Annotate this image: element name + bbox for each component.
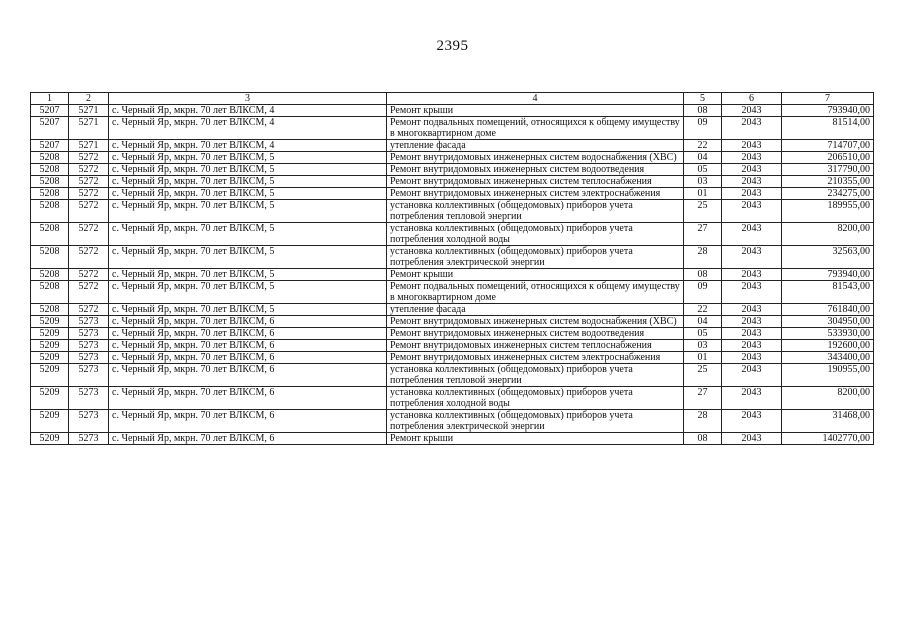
address-cell: с. Черный Яр, мкрн. 70 лет ВЛКСМ, 5 — [109, 281, 387, 304]
house-id-cell: 5273 — [69, 340, 109, 352]
address-cell: с. Черный Яр, мкрн. 70 лет ВЛКСМ, 5 — [109, 246, 387, 269]
work-type-cell: установка коллективных (общедомовых) приборов учета потребления электрической энергии — [387, 410, 684, 433]
cost-cell: 32563,00 — [782, 246, 874, 269]
row-id-cell: 5208 — [31, 223, 69, 246]
cost-cell: 8200,00 — [782, 387, 874, 410]
work-type-cell: Ремонт внутридомовых инженерных систем водоснабжения (ХВС) — [387, 316, 684, 328]
row-id-cell: 5208 — [31, 152, 69, 164]
house-id-cell: 5273 — [69, 328, 109, 340]
year-cell: 2043 — [722, 364, 782, 387]
table-row — [31, 152, 874, 164]
cost-cell: 793940,00 — [782, 105, 874, 117]
cost-cell: 343400,00 — [782, 352, 874, 364]
house-id-cell: 5272 — [69, 188, 109, 200]
work-code-cell: 09 — [684, 281, 722, 304]
row-id-cell: 5209 — [31, 316, 69, 328]
address-cell: с. Черный Яр, мкрн. 70 лет ВЛКСМ, 5 — [109, 269, 387, 281]
house-id-cell: 5271 — [69, 105, 109, 117]
work-type-cell: установка коллективных (общедомовых) приборов учета потребления тепловой энергии — [387, 364, 684, 387]
cost-cell: 714707,00 — [782, 140, 874, 152]
column-header: 1 — [31, 93, 69, 105]
work-type-cell: Ремонт внутридомовых инженерных систем водоснабжения (ХВС) — [387, 152, 684, 164]
house-id-cell: 5273 — [69, 364, 109, 387]
table-row — [31, 364, 874, 387]
cost-cell: 81514,00 — [782, 117, 874, 140]
year-cell: 2043 — [722, 105, 782, 117]
row-id-cell: 5209 — [31, 410, 69, 433]
table-row — [31, 200, 874, 223]
address-cell: с. Черный Яр, мкрн. 70 лет ВЛКСМ, 5 — [109, 304, 387, 316]
table-row — [31, 387, 874, 410]
work-code-cell: 08 — [684, 433, 722, 445]
house-id-cell: 5272 — [69, 223, 109, 246]
cost-cell: 317790,00 — [782, 164, 874, 176]
work-code-cell: 25 — [684, 200, 722, 223]
cost-cell: 189955,00 — [782, 200, 874, 223]
table-row — [31, 328, 874, 340]
table-row — [31, 410, 874, 433]
year-cell: 2043 — [722, 269, 782, 281]
work-code-cell: 01 — [684, 188, 722, 200]
year-cell: 2043 — [722, 140, 782, 152]
capital-repair-table — [30, 92, 874, 445]
address-cell: с. Черный Яр, мкрн. 70 лет ВЛКСМ, 6 — [109, 364, 387, 387]
page-number: 2395 — [436, 38, 469, 54]
work-code-cell: 27 — [684, 387, 722, 410]
work-type-cell: Ремонт подвальных помещений, относящихся к общему имуществу в многоквартирном доме — [387, 117, 684, 140]
address-cell: с. Черный Яр, мкрн. 70 лет ВЛКСМ, 5 — [109, 176, 387, 188]
table-row — [31, 281, 874, 304]
year-cell: 2043 — [722, 433, 782, 445]
year-cell: 2043 — [722, 188, 782, 200]
address-cell: с. Черный Яр, мкрн. 70 лет ВЛКСМ, 5 — [109, 164, 387, 176]
row-id-cell: 5209 — [31, 364, 69, 387]
house-id-cell: 5273 — [69, 410, 109, 433]
row-id-cell: 5208 — [31, 188, 69, 200]
year-cell: 2043 — [722, 328, 782, 340]
year-cell: 2043 — [722, 387, 782, 410]
cost-cell: 1402770,00 — [782, 433, 874, 445]
address-cell: с. Черный Яр, мкрн. 70 лет ВЛКСМ, 5 — [109, 188, 387, 200]
column-header: 4 — [387, 93, 684, 105]
row-id-cell: 5208 — [31, 246, 69, 269]
house-id-cell: 5272 — [69, 152, 109, 164]
table-row — [31, 117, 874, 140]
year-cell: 2043 — [722, 246, 782, 269]
house-id-cell: 5272 — [69, 246, 109, 269]
row-id-cell: 5209 — [31, 387, 69, 410]
work-type-cell: установка коллективных (общедомовых) приборов учета потребления холодной воды — [387, 387, 684, 410]
address-cell: с. Черный Яр, мкрн. 70 лет ВЛКСМ, 6 — [109, 340, 387, 352]
address-cell: с. Черный Яр, мкрн. 70 лет ВЛКСМ, 6 — [109, 433, 387, 445]
address-cell: с. Черный Яр, мкрн. 70 лет ВЛКСМ, 4 — [109, 140, 387, 152]
table-row — [31, 246, 874, 269]
work-code-cell: 09 — [684, 117, 722, 140]
table-row — [31, 188, 874, 200]
row-id-cell: 5208 — [31, 200, 69, 223]
work-type-cell: Ремонт внутридомовых инженерных систем теплоснабжения — [387, 176, 684, 188]
year-cell: 2043 — [722, 340, 782, 352]
house-id-cell: 5272 — [69, 269, 109, 281]
work-type-cell: Ремонт крыши — [387, 105, 684, 117]
table-row — [31, 105, 874, 117]
work-code-cell: 28 — [684, 246, 722, 269]
column-header: 2 — [69, 93, 109, 105]
column-header: 3 — [109, 93, 387, 105]
house-id-cell: 5273 — [69, 316, 109, 328]
work-type-cell: Ремонт внутридомовых инженерных систем водоотведения — [387, 164, 684, 176]
row-id-cell: 5208 — [31, 281, 69, 304]
row-id-cell: 5209 — [31, 328, 69, 340]
header-row — [31, 93, 874, 105]
work-code-cell: 05 — [684, 164, 722, 176]
house-id-cell: 5272 — [69, 176, 109, 188]
address-cell: с. Черный Яр, мкрн. 70 лет ВЛКСМ, 6 — [109, 410, 387, 433]
cost-cell: 304950,00 — [782, 316, 874, 328]
cost-cell: 206510,00 — [782, 152, 874, 164]
address-cell: с. Черный Яр, мкрн. 70 лет ВЛКСМ, 6 — [109, 352, 387, 364]
work-code-cell: 04 — [684, 152, 722, 164]
work-code-cell: 05 — [684, 328, 722, 340]
work-type-cell: установка коллективных (общедомовых) приборов учета потребления холодной воды — [387, 223, 684, 246]
table-row — [31, 304, 874, 316]
table-row — [31, 352, 874, 364]
cost-cell: 190955,00 — [782, 364, 874, 387]
house-id-cell: 5272 — [69, 200, 109, 223]
address-cell: с. Черный Яр, мкрн. 70 лет ВЛКСМ, 6 — [109, 387, 387, 410]
table-row — [31, 340, 874, 352]
cost-cell: 761840,00 — [782, 304, 874, 316]
cost-cell: 234275,00 — [782, 188, 874, 200]
work-code-cell: 22 — [684, 140, 722, 152]
work-code-cell: 22 — [684, 304, 722, 316]
work-code-cell: 03 — [684, 176, 722, 188]
work-type-cell: утепление фасада — [387, 140, 684, 152]
address-cell: с. Черный Яр, мкрн. 70 лет ВЛКСМ, 5 — [109, 152, 387, 164]
house-id-cell: 5273 — [69, 352, 109, 364]
row-id-cell: 5207 — [31, 140, 69, 152]
address-cell: с. Черный Яр, мкрн. 70 лет ВЛКСМ, 4 — [109, 105, 387, 117]
work-type-cell: утепление фасада — [387, 304, 684, 316]
table-row — [31, 316, 874, 328]
row-id-cell: 5207 — [31, 117, 69, 140]
column-header: 7 — [782, 93, 874, 105]
work-code-cell: 28 — [684, 410, 722, 433]
year-cell: 2043 — [722, 176, 782, 188]
row-id-cell: 5208 — [31, 176, 69, 188]
work-type-cell: Ремонт внутридомовых инженерных систем электроснабжения — [387, 352, 684, 364]
table-row — [31, 223, 874, 246]
house-id-cell: 5272 — [69, 164, 109, 176]
table-row — [31, 176, 874, 188]
row-id-cell: 5207 — [31, 105, 69, 117]
year-cell: 2043 — [722, 281, 782, 304]
house-id-cell: 5273 — [69, 433, 109, 445]
cost-cell: 31468,00 — [782, 410, 874, 433]
work-code-cell: 08 — [684, 269, 722, 281]
cost-cell: 8200,00 — [782, 223, 874, 246]
row-id-cell: 5209 — [31, 352, 69, 364]
work-type-cell: Ремонт подвальных помещений, относящихся к общему имуществу в многоквартирном доме — [387, 281, 684, 304]
work-type-cell: Ремонт крыши — [387, 269, 684, 281]
cost-cell: 533930,00 — [782, 328, 874, 340]
year-cell: 2043 — [722, 164, 782, 176]
house-id-cell: 5272 — [69, 281, 109, 304]
address-cell: с. Черный Яр, мкрн. 70 лет ВЛКСМ, 6 — [109, 316, 387, 328]
work-code-cell: 27 — [684, 223, 722, 246]
table-row — [31, 433, 874, 445]
work-type-cell: установка коллективных (общедомовых) приборов учета потребления тепловой энергии — [387, 200, 684, 223]
house-id-cell: 5272 — [69, 304, 109, 316]
work-code-cell: 04 — [684, 316, 722, 328]
cost-cell: 81543,00 — [782, 281, 874, 304]
row-id-cell: 5209 — [31, 433, 69, 445]
row-id-cell: 5208 — [31, 304, 69, 316]
year-cell: 2043 — [722, 200, 782, 223]
row-id-cell: 5208 — [31, 164, 69, 176]
work-code-cell: 01 — [684, 352, 722, 364]
cost-cell: 210355,00 — [782, 176, 874, 188]
row-id-cell: 5208 — [31, 269, 69, 281]
column-header: 6 — [722, 93, 782, 105]
work-type-cell: Ремонт внутридомовых инженерных систем водоотведения — [387, 328, 684, 340]
house-id-cell: 5271 — [69, 117, 109, 140]
year-cell: 2043 — [722, 223, 782, 246]
year-cell: 2043 — [722, 152, 782, 164]
address-cell: с. Черный Яр, мкрн. 70 лет ВЛКСМ, 4 — [109, 117, 387, 140]
table-row — [31, 269, 874, 281]
work-type-cell: Ремонт крыши — [387, 433, 684, 445]
year-cell: 2043 — [722, 117, 782, 140]
work-type-cell: Ремонт внутридомовых инженерных систем теплоснабжения — [387, 340, 684, 352]
house-id-cell: 5273 — [69, 387, 109, 410]
address-cell: с. Черный Яр, мкрн. 70 лет ВЛКСМ, 5 — [109, 223, 387, 246]
year-cell: 2043 — [722, 352, 782, 364]
year-cell: 2043 — [722, 304, 782, 316]
work-type-cell: Ремонт внутридомовых инженерных систем электроснабжения — [387, 188, 684, 200]
column-header: 5 — [684, 93, 722, 105]
table-body — [31, 105, 874, 445]
row-id-cell: 5209 — [31, 340, 69, 352]
cost-cell: 793940,00 — [782, 269, 874, 281]
year-cell: 2043 — [722, 316, 782, 328]
table-row — [31, 140, 874, 152]
work-code-cell: 03 — [684, 340, 722, 352]
address-cell: с. Черный Яр, мкрн. 70 лет ВЛКСМ, 5 — [109, 200, 387, 223]
cost-cell: 192600,00 — [782, 340, 874, 352]
table-row — [31, 164, 874, 176]
work-code-cell: 25 — [684, 364, 722, 387]
year-cell: 2043 — [722, 410, 782, 433]
work-type-cell: установка коллективных (общедомовых) приборов учета потребления электрической энергии — [387, 246, 684, 269]
address-cell: с. Черный Яр, мкрн. 70 лет ВЛКСМ, 6 — [109, 328, 387, 340]
work-code-cell: 08 — [684, 105, 722, 117]
house-id-cell: 5271 — [69, 140, 109, 152]
